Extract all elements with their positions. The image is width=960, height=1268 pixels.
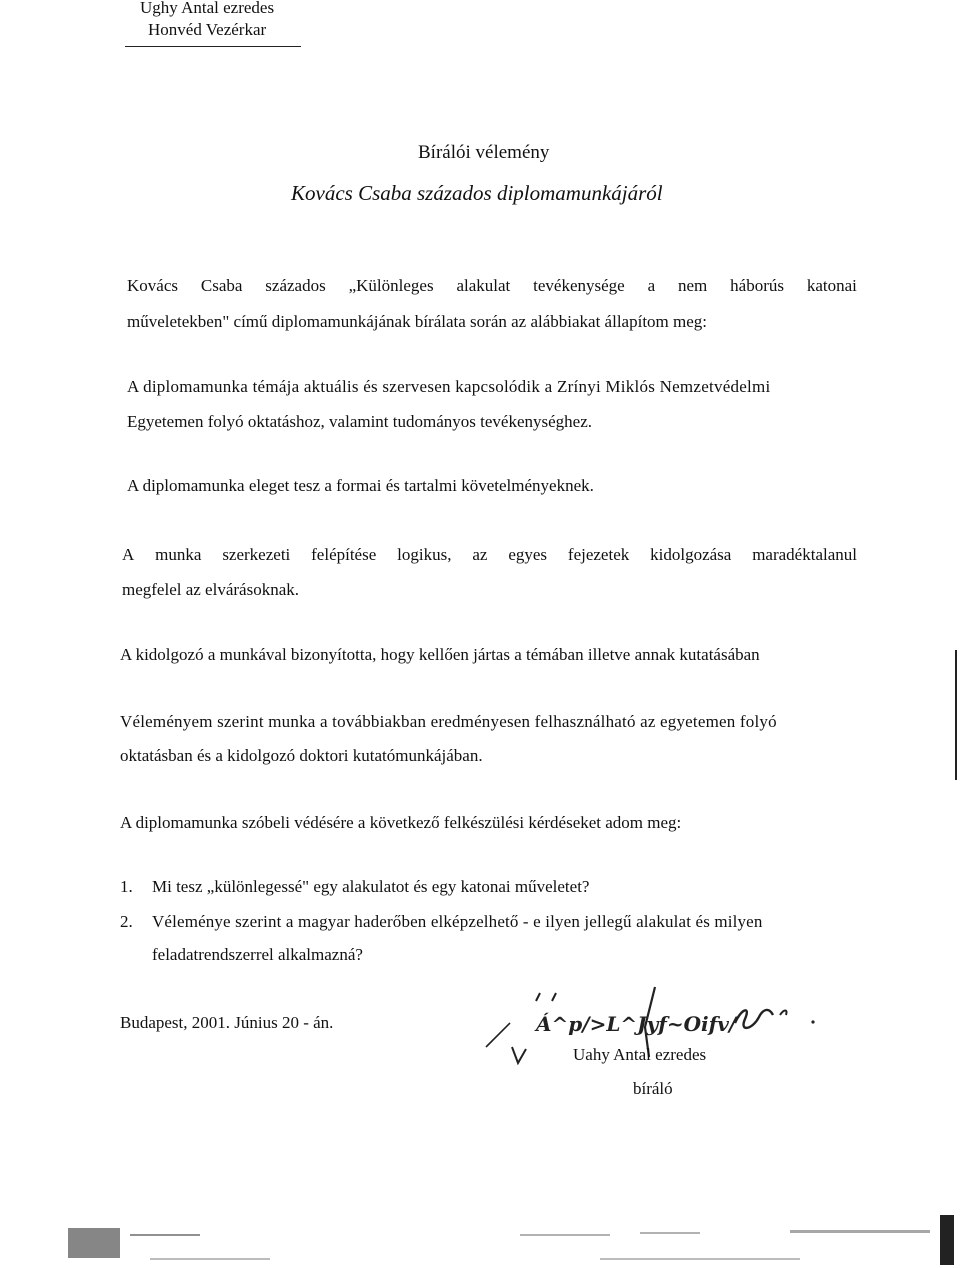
place-and-date: Budapest, 2001. Június 20 - án. — [120, 1013, 334, 1032]
intro-word: Csaba — [200, 276, 243, 295]
header-author-name: Ughy Antal ezredes — [140, 0, 275, 17]
scan-edge-mark — [955, 650, 957, 780]
question-text: Mi tesz „különlegessé" egy alakulatot és egy katonai műveletet? — [152, 877, 590, 896]
paragraph-opinion-line-2: oktatásban és a kidolgozó doktori kutatómunkájában. — [120, 746, 483, 765]
paragraph-structure-line-1 — [122, 545, 857, 565]
scan-noise-mark — [130, 1234, 200, 1236]
header-divider — [125, 46, 301, 47]
paragraph-topic-line-1: A diplomamunka témája aktuális és szervesen kapcsolódik a Zrínyi Miklós Nemzetvédelmi — [127, 377, 771, 396]
structure-word: felépítése — [311, 545, 377, 564]
paragraph-questions-intro: A diplomamunka szóbeli védésére a következő felkészülési kérdéseket adom meg: — [120, 813, 682, 832]
intro-word: háborús — [730, 276, 784, 295]
question-text-line-1: Véleménye szerint a magyar haderőben elképzelhető - e ilyen jellegű alakulat és milyen — [152, 912, 763, 931]
paragraph-competence: A kidolgozó a munkával bizonyította, hogy kellően jártas a témában illetve annak kutatásában — [120, 645, 760, 664]
question-text-line-2: feladatrendszerrel alkalmazná? — [152, 945, 363, 964]
intro-line-2: műveletekben" című diplomamunkájának bírálata során az alábbiakat állapítom meg: — [127, 312, 708, 331]
intro-word: százados — [265, 276, 326, 295]
structure-word: munka — [155, 545, 202, 564]
paragraph-structure-line-2: megfelel az elvárásoknak. — [122, 580, 299, 599]
structure-word: logikus, — [397, 545, 452, 564]
structure-word: szerkezeti — [222, 545, 291, 564]
scan-noise-mark — [520, 1234, 610, 1236]
question-number: 2. — [120, 912, 133, 931]
intro-word: „Különleges — [348, 276, 434, 295]
paragraph-topic-line-2: Egyetemen folyó oktatáshoz, valamint tudományos tevékenységhez. — [127, 412, 593, 431]
scan-noise-mark — [600, 1258, 800, 1260]
intro-word: katonai — [806, 276, 857, 295]
intro-word: Kovács — [127, 276, 178, 295]
document-title: Bírálói vélemény — [418, 142, 550, 163]
signatory-role: bíráló — [633, 1079, 673, 1098]
structure-word: maradéktalanul — [752, 545, 857, 564]
structure-word: az — [472, 545, 488, 564]
intro-word: tevékenysége — [533, 276, 625, 295]
scan-noise-mark — [150, 1258, 270, 1260]
structure-word: egyes — [508, 545, 548, 564]
structure-word: kidolgozása — [650, 545, 732, 564]
intro-word: nem — [678, 276, 708, 295]
scan-edge-mark — [940, 1215, 954, 1265]
scan-noise-mark — [640, 1232, 700, 1234]
paragraph-requirements: A diplomamunka eleget tesz a formai és tartalmi követelményeknek. — [127, 476, 594, 495]
structure-word: fejezetek — [567, 545, 630, 564]
intro-line-1 — [127, 276, 857, 296]
document-subtitle: Kovács Csaba százados diplomamunkájáról — [291, 181, 663, 205]
scan-noise-mark — [790, 1230, 930, 1233]
handwritten-signature: Á^p/>L^Jyf~Oifv/ — [536, 1012, 737, 1036]
header-organization: Honvéd Vezérkar — [148, 20, 267, 39]
question-number: 1. — [120, 877, 133, 896]
structure-word: A — [122, 545, 135, 564]
intro-word: alakulat — [456, 276, 511, 295]
paragraph-opinion-line-1: Véleményem szerint munka a továbbiakban eredményesen felhasználható az egyetemen folyó — [120, 712, 777, 731]
signatory-name: Uahy Antal ezredes — [573, 1045, 707, 1064]
scan-noise-mark — [68, 1228, 120, 1258]
intro-word: a — [647, 276, 656, 295]
